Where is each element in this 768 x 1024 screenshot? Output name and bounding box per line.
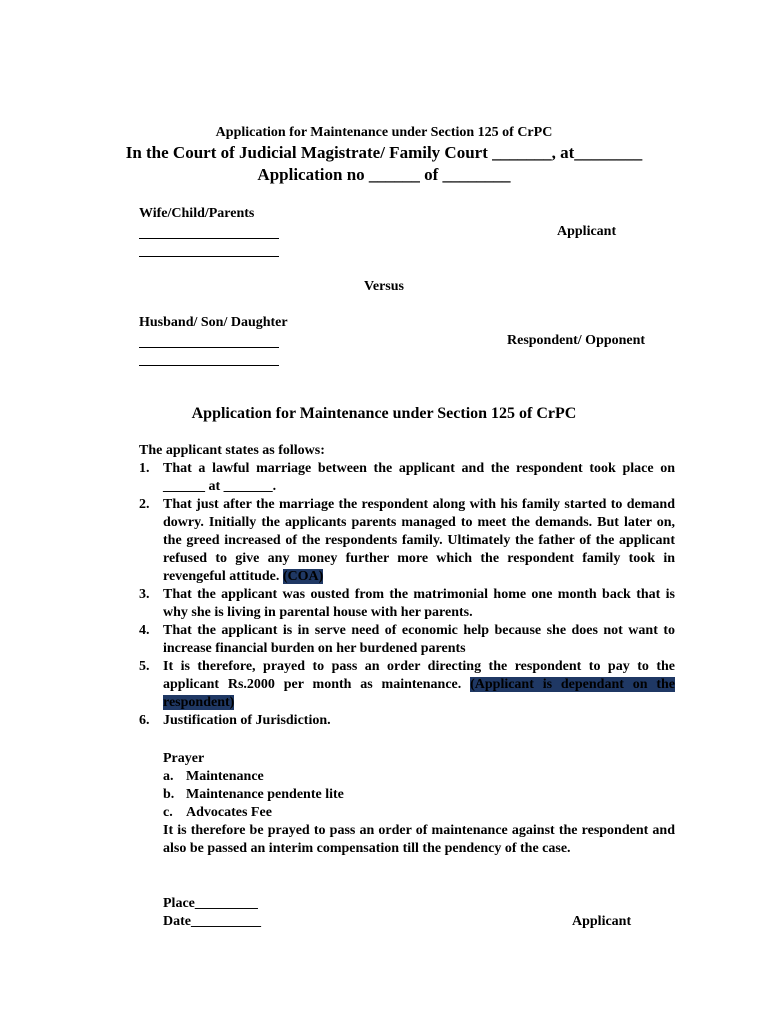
highlighted-note: (COA)	[282, 569, 324, 584]
applicant-role: Applicant	[557, 224, 617, 239]
list-item-text: That the applicant was ousted from the matrimonial home one month back that is why she is living in parental house with her parents.	[163, 587, 675, 620]
list-item	[139, 658, 675, 712]
list-item-letter: a.	[163, 769, 174, 784]
list-item-number: 1.	[139, 461, 150, 476]
prayer-heading: Prayer	[163, 751, 205, 766]
list-item-number: 3.	[139, 587, 150, 602]
highlighted-note: (Applicant is dependant on the respondent)	[163, 677, 676, 710]
list-item-letter: b.	[163, 787, 175, 802]
list-item	[163, 768, 675, 786]
respondent-blank-line-2	[139, 365, 279, 366]
list-item	[139, 586, 675, 622]
application-number-line: Application no ______ of ________	[257, 165, 511, 184]
list-item	[139, 712, 675, 730]
applicant-blank-line-1	[139, 238, 279, 239]
list-item	[139, 622, 675, 658]
points-list	[139, 460, 675, 730]
versus-label: Versus	[364, 279, 404, 294]
applicant-blank-line-2	[139, 256, 279, 257]
date-field: Date__________	[163, 914, 261, 929]
list-item-letter: c.	[163, 805, 173, 820]
intro-statement: The applicant states as follows:	[139, 443, 325, 458]
list-item	[163, 804, 675, 822]
list-item-number: 2.	[139, 497, 150, 512]
respondent-party-label: Husband/ Son/ Daughter	[139, 315, 288, 330]
application-title: Application for Maintenance under Section 125 of CrPC	[191, 405, 577, 422]
list-item-text: Justification of Jurisdiction.	[163, 713, 331, 728]
list-item-text: That a lawful marriage between the applicant and the respondent took place on ______ at _______.	[163, 461, 675, 494]
list-item-text: Maintenance	[186, 769, 264, 784]
signature-role: Applicant	[572, 914, 632, 929]
list-item-text: That just after the marriage the respondent along with his family started to demand dowry. Initially the applicants parents managed to meet the demands. But later on, the greed increased of the respondents family. Ultimately the father of the applicant refused to give any money further more which the respondent family took in revengeful attitude.	[163, 497, 675, 584]
place-field: Place_________	[163, 896, 258, 911]
list-item	[139, 460, 675, 496]
list-item	[139, 496, 675, 586]
respondent-role: Respondent/ Opponent	[507, 333, 646, 348]
list-item-number: 4.	[139, 623, 150, 638]
prayer-closing: It is therefore be prayed to pass an order of maintenance against the respondent and also be passed an interim compensation till the pendency of the case.	[163, 823, 675, 856]
document-subtitle: Application for Maintenance under Section 125 of CrPC	[215, 125, 553, 140]
list-item-text: That the applicant is in serve need of economic help because she does not want to increase financial burden on her burdened parents	[163, 623, 675, 656]
list-item-text: Maintenance pendente lite	[186, 787, 344, 802]
list-item-number: 5.	[139, 659, 150, 674]
list-item-text: It is therefore, prayed to pass an order directing the respondent to pay to the applicant Rs.2000 per month as maintenance.	[163, 659, 675, 692]
list-item-text: Advocates Fee	[186, 805, 272, 820]
court-line: In the Court of Judicial Magistrate/ Family Court _______, at________	[125, 143, 643, 162]
applicant-party-label: Wife/Child/Parents	[139, 206, 255, 221]
list-item	[163, 786, 675, 804]
list-item-number: 6.	[139, 713, 150, 728]
prayer-section	[163, 750, 675, 858]
respondent-blank-line-1	[139, 347, 279, 348]
